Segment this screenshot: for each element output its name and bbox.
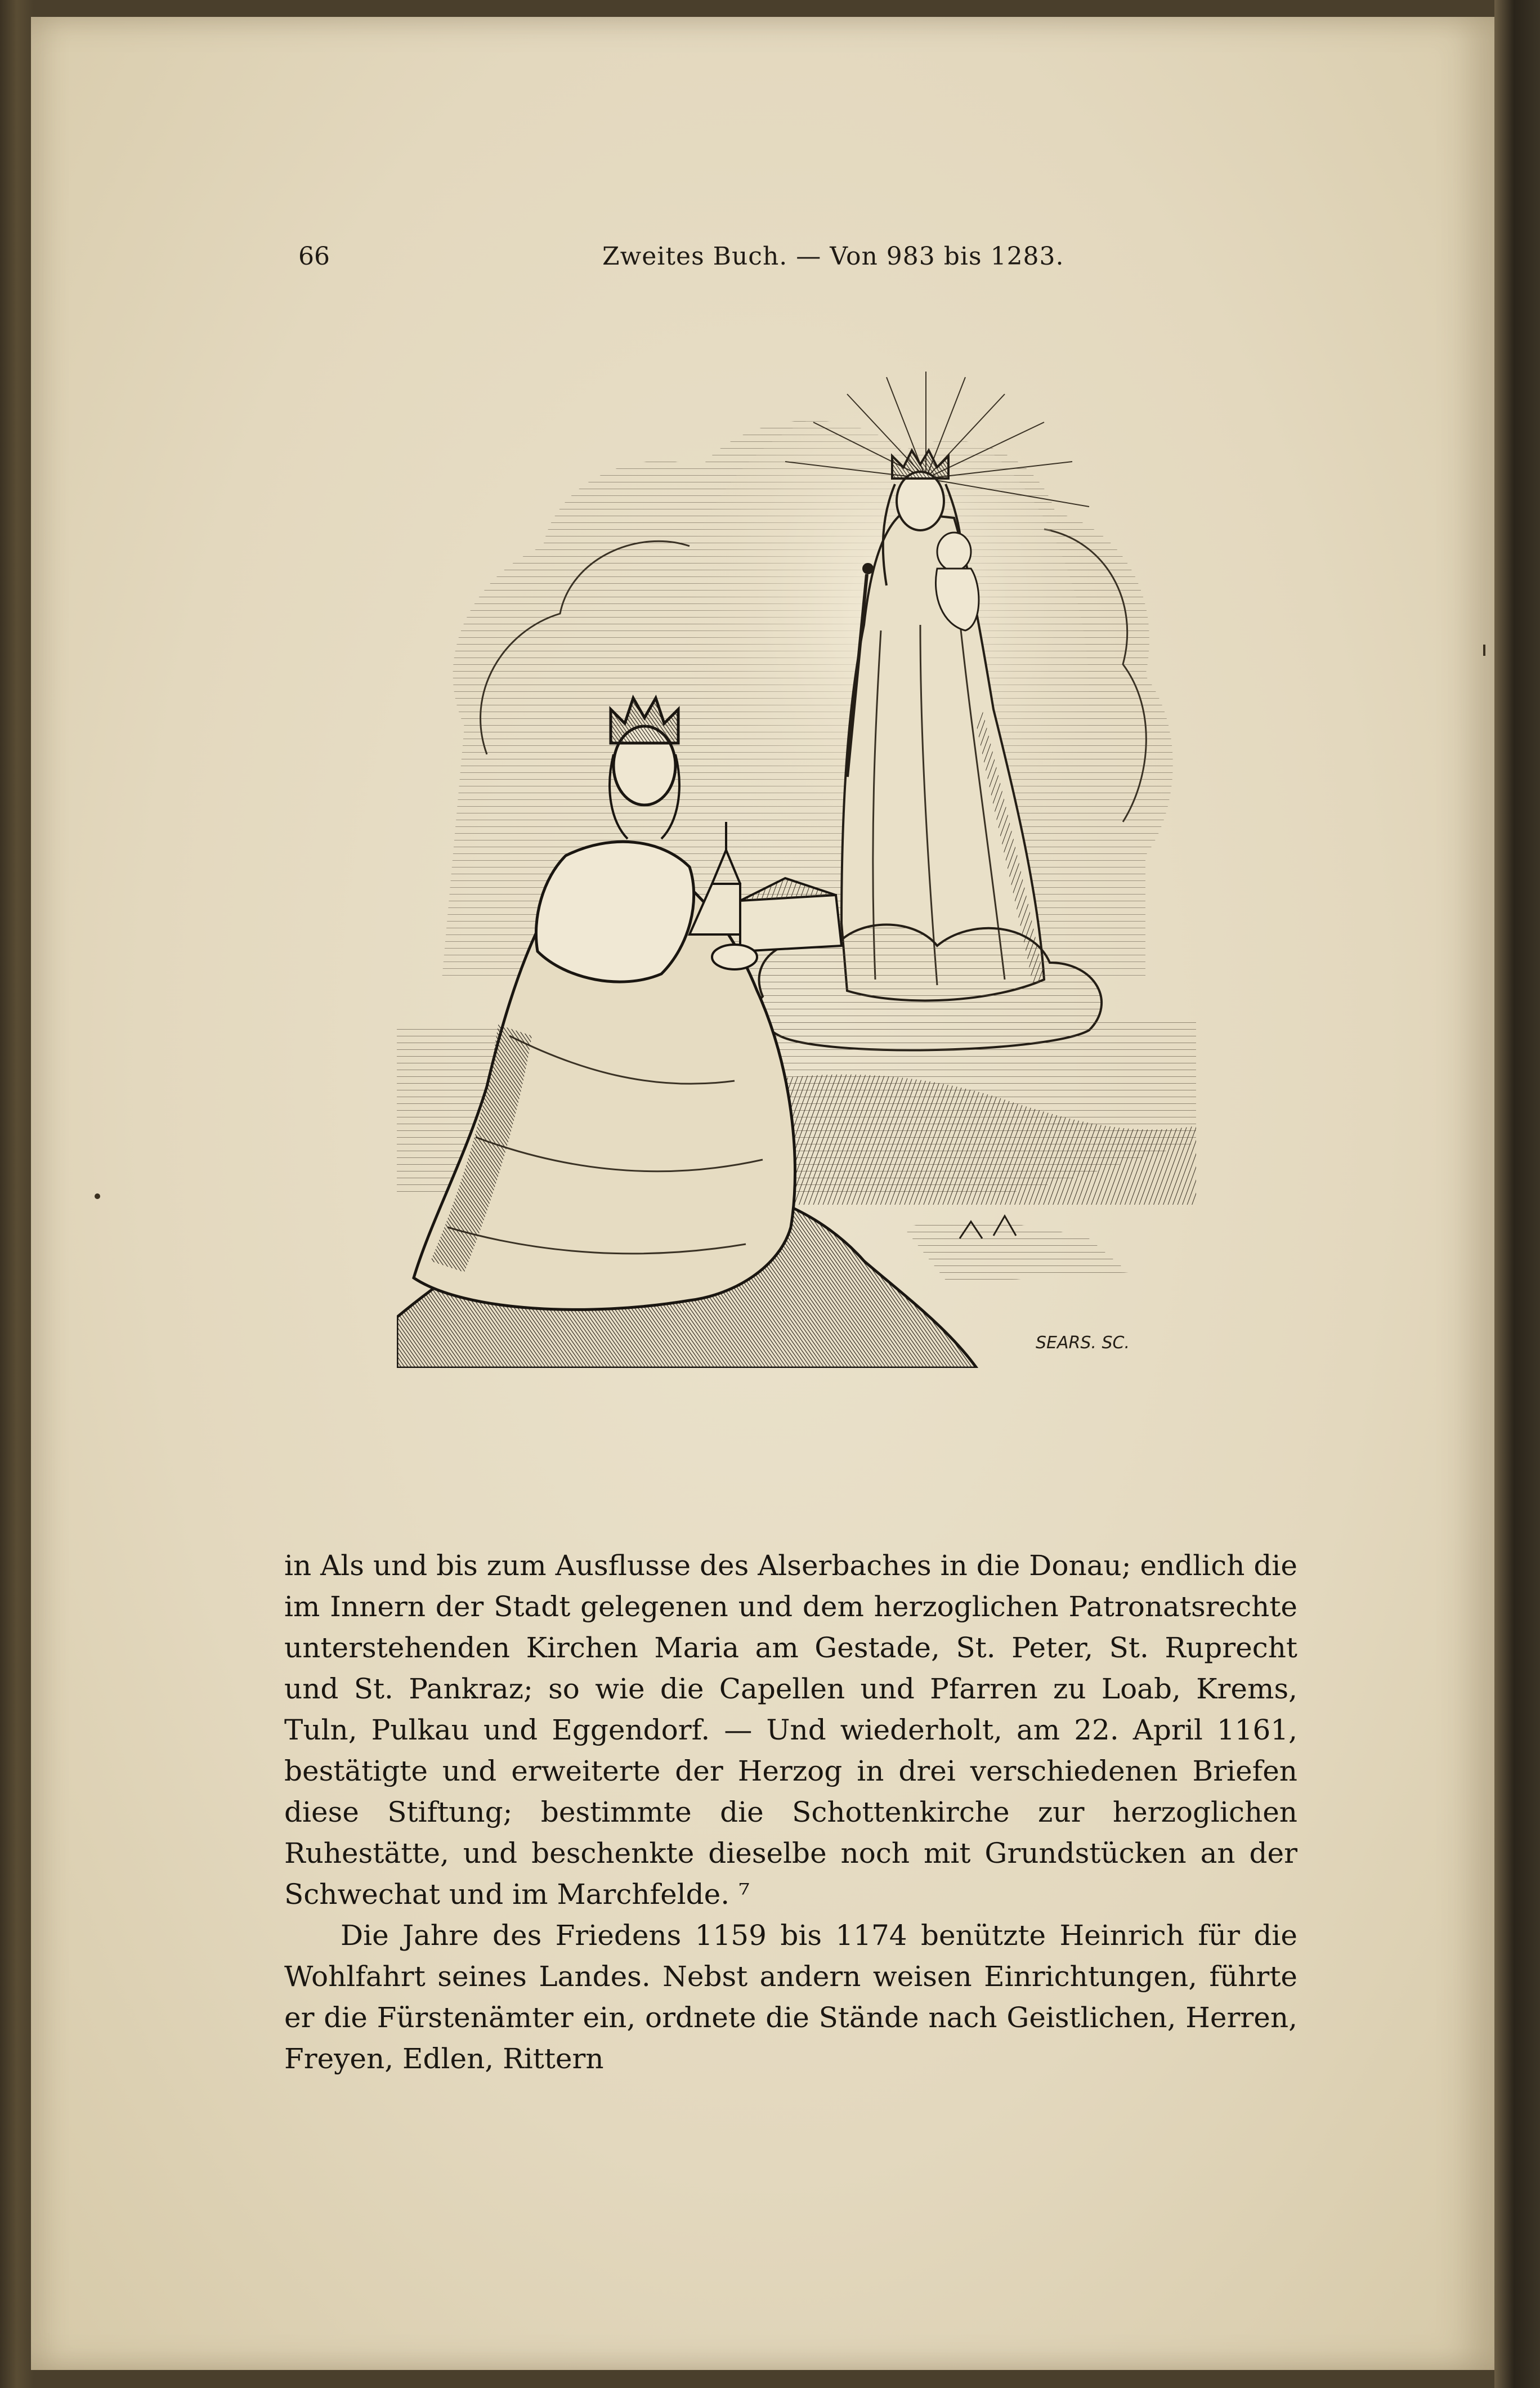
- paragraph-2: Die Jahre des Friedens 1159 bis 1174 benützte Heinrich für die Wohlfahrt seines Landes. Nebst andern weisen Einrichtungen, führte er die Fürstenämter ein, ordnete die Stände nach Geistlichen, Herren, Freyen, Edlen, Rittern: [284, 1919, 1297, 2075]
- engraving-illustration: [397, 360, 1196, 1368]
- paragraph-1: in Als und bis zum Ausflusse des Alserbaches in die Donau; endlich die im Innern der Stadt gelegenen und dem herzoglichen Patronatsrechte unterstehenden Kirchen Maria am Gestade, St. Peter, St. Ruprecht und St. Pankraz; so wie die Capellen und Pfarren zu Loab, Krems, Tuln, Pulkau und Eggendorf. — Und wiederholt, am 22. April 1161, bestätigte und erweiterte der Herzog in drei verschiedenen Briefen diese Stiftung; bestimmte die Schottenkirche zur herzoglichen Ruhestätte, und beschenkte dieselbe noch mit Grundstücken an der Schwechat und im Marchfelde. ⁷: [284, 1549, 1297, 1911]
- body-text: [284, 1545, 1297, 2080]
- running-title: Zweites Buch. — Von 983 bis 1283.: [602, 242, 1064, 271]
- ink-spot: [95, 1193, 100, 1199]
- engraver-signature: SEARS. SC.: [1036, 1333, 1130, 1353]
- page-number: 66: [298, 242, 330, 271]
- page-header: [298, 242, 1334, 281]
- page-edge-mark: [1483, 645, 1485, 656]
- engraving-svg: [397, 360, 1196, 1368]
- book-binding-edge: [1494, 0, 1540, 2388]
